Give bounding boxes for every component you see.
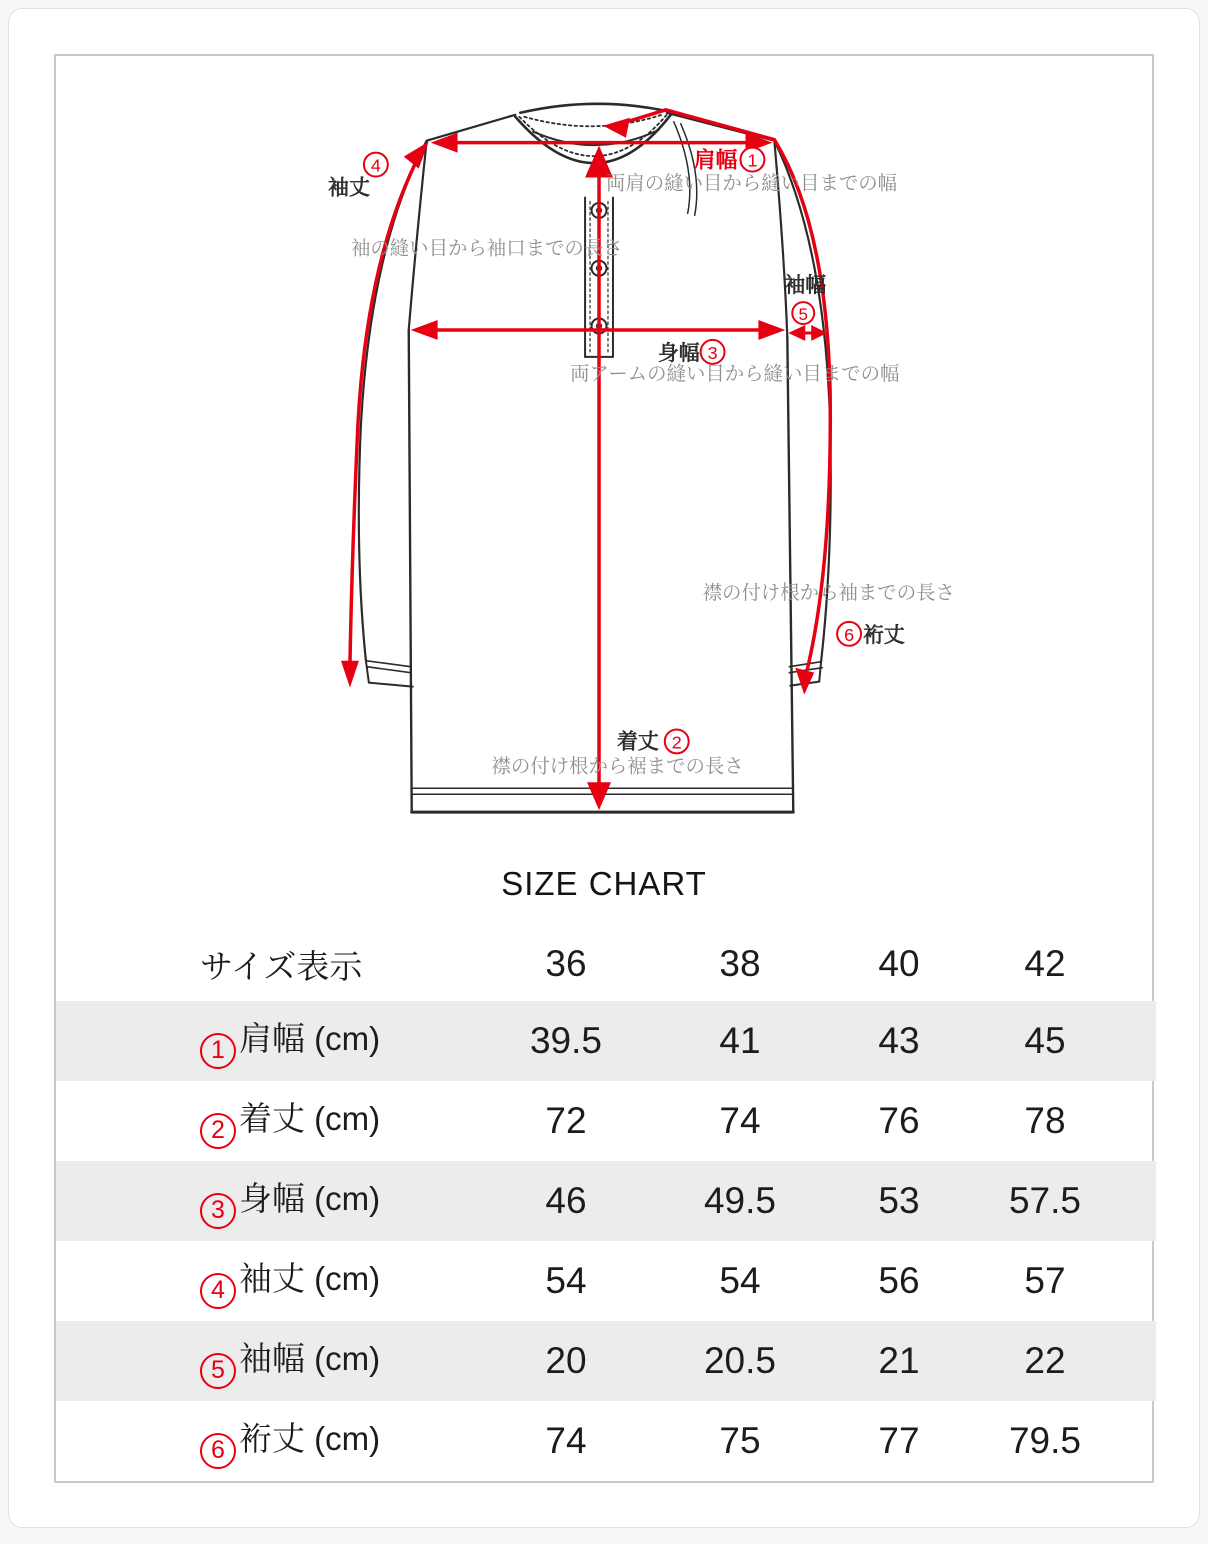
table-row-body-length: [56, 1081, 1156, 1161]
size-label-header: サイズ表示: [200, 947, 363, 985]
body-side-right: [787, 337, 793, 812]
garment-measure-diagram: [56, 56, 1152, 853]
circled-num-1: [740, 148, 764, 172]
collar-seam-allowance: [674, 122, 690, 214]
circled-num-badge: 6: [200, 1433, 236, 1469]
table-header-row: [56, 927, 1156, 1001]
table-row-sleeve-width: [56, 1321, 1156, 1401]
svg-text:1: 1: [747, 150, 758, 171]
circled-num-4: [364, 153, 388, 177]
cell-value: 20.5: [703, 1340, 776, 1381]
size-chart-title: SIZE CHART: [501, 865, 707, 902]
svg-text:5: 5: [798, 305, 808, 325]
cell-value: 49.5: [703, 1180, 776, 1221]
cell-value: 74: [719, 1100, 761, 1141]
yuki-label: 裄丈: [863, 623, 905, 647]
body-length-desc: 襟の付け根から裾までの長さ: [491, 755, 744, 778]
cell-value: 79.5: [1008, 1420, 1081, 1461]
cuff-right-side: [819, 661, 821, 682]
sleeve-width-arrow: [788, 325, 827, 341]
shoulder-seam-left: [427, 115, 516, 141]
body-side-left: [409, 330, 412, 812]
sleeve-length-label: 袖丈: [328, 176, 370, 200]
spacer-cell: [1116, 1401, 1156, 1481]
table-row-yuki-length: [56, 1401, 1156, 1481]
circled-num-6: [837, 622, 861, 646]
cell-value: 57.5: [1008, 1180, 1081, 1221]
spacer-cell: [1116, 1321, 1156, 1401]
cell-value: 57: [1024, 1260, 1066, 1301]
svg-text:3: 3: [707, 342, 718, 363]
cuff-right-top1: [789, 662, 821, 667]
svg-text:4: 4: [370, 155, 381, 176]
armhole-right: [774, 141, 787, 337]
spacer-cell: [1116, 1081, 1156, 1161]
cell-value: 54: [545, 1260, 587, 1301]
spacer-cell: [1116, 1241, 1156, 1321]
garment-outline: [359, 104, 831, 812]
spacer-cell: [1116, 1001, 1156, 1081]
size-42-header: 42: [1024, 943, 1066, 984]
cuff-left-bottom: [369, 683, 413, 687]
cell-value: 74: [545, 1420, 587, 1461]
annotation-labels: [328, 148, 955, 778]
cell-value: 56: [878, 1260, 920, 1301]
circled-num-3: [701, 340, 725, 364]
cell-value: 53: [878, 1180, 920, 1221]
circled-num-badge: 5: [200, 1353, 236, 1389]
spacer-cell: [1116, 927, 1156, 1001]
size-38-header: 38: [719, 943, 761, 984]
cell-value: 78: [1024, 1100, 1066, 1141]
body-length-label: 着丈: [616, 730, 659, 754]
circled-num-2: [665, 729, 689, 753]
row-label: 肩幅 (cm): [239, 1020, 381, 1058]
table-row-body-width: [56, 1161, 1156, 1241]
cell-value: 39.5: [529, 1020, 602, 1061]
cell-value: 77: [878, 1420, 920, 1461]
circled-num-5: [792, 302, 814, 324]
cell-value: 76: [878, 1100, 920, 1141]
cell-value: 43: [878, 1020, 920, 1061]
cuff-left-side: [366, 661, 369, 683]
sleeve-length-desc: 袖の縫い目から袖口までの長さ: [350, 237, 623, 260]
size-chart-table: [56, 927, 1156, 1481]
row-label: 袖幅 (cm): [239, 1340, 381, 1378]
body-width-desc: 両アームの縫い目から縫い目までの幅: [570, 362, 900, 385]
cell-value: 46: [545, 1180, 587, 1221]
cuff-left-top2: [367, 667, 411, 673]
content-card: [8, 8, 1200, 1528]
row-label: 袖丈 (cm): [239, 1260, 381, 1298]
cell-value: 20: [545, 1340, 587, 1381]
size-guide-panel: [54, 54, 1154, 1483]
cuff-left-top1: [366, 661, 411, 667]
yuki-desc: 襟の付け根から袖までの長さ: [702, 581, 955, 604]
circled-num-badge: 2: [200, 1113, 236, 1149]
row-label: 身幅 (cm): [239, 1180, 381, 1218]
row-label: 着丈 (cm): [239, 1100, 381, 1138]
row-label: 裄丈 (cm): [239, 1420, 381, 1458]
cell-value: 41: [719, 1020, 761, 1061]
circled-num-badge: 1: [200, 1033, 236, 1069]
cell-value: 54: [719, 1260, 761, 1301]
sleeve-length-arrow: [341, 142, 429, 688]
svg-text:6: 6: [844, 624, 855, 645]
size-36-header: 36: [545, 943, 587, 984]
body-width-label: 身幅: [657, 341, 700, 365]
page: [0, 8, 1208, 1544]
shoulder-label: 肩幅: [693, 147, 738, 173]
sleeve-width-label: 袖幅: [784, 274, 827, 298]
cell-value: 75: [719, 1420, 761, 1461]
table-row-sleeve-length: [56, 1241, 1156, 1321]
circled-num-badge: 3: [200, 1193, 236, 1229]
shoulder-desc: 両肩の縫い目から縫い目までの幅: [605, 172, 898, 195]
circled-num-badge: 4: [200, 1273, 236, 1309]
svg-text:2: 2: [671, 732, 682, 753]
collar-back-outer: [520, 104, 665, 113]
spacer-cell: [1116, 1161, 1156, 1241]
cell-value: 72: [545, 1100, 587, 1141]
table-row-shoulder: [56, 1001, 1156, 1081]
size-40-header: 40: [878, 943, 920, 984]
cell-value: 45: [1024, 1020, 1066, 1061]
cell-value: 22: [1024, 1340, 1066, 1381]
cell-value: 21: [878, 1340, 920, 1381]
